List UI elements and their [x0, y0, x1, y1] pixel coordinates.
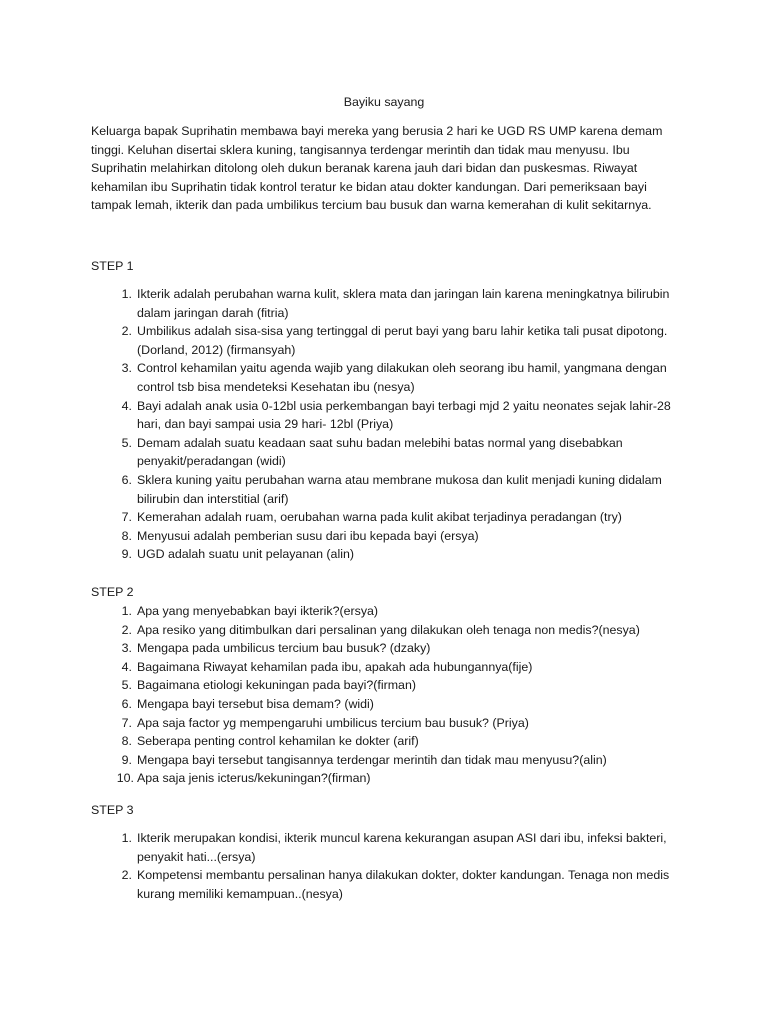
- list-item-text: Apa yang menyebabkan bayi ikterik?(ersya): [137, 604, 379, 618]
- list-item-text: Apa saja factor yg mempengaruhi umbilicus tercium bau busuk? (Priya): [137, 715, 529, 730]
- list-item-text: Bayi adalah anak usia 0-12bl usia perkembangan bayi terbagi mjd 2 yaitu neonates sejak lahir-28 hari, dan bayi sampai usia 29 hari- 12bl (Priya): [137, 398, 671, 432]
- list-item-text: Umbilikus adalah sisa-sisa yang tertinggal di perut bayi yang baru lahir ketika tali pusat dipotong. (Dorland, 2012) (firmansyah): [137, 324, 668, 357]
- list-item-text: UGD adalah suatu unit pelayanan (alin): [137, 547, 354, 562]
- list-item-number: 1.: [121, 831, 132, 845]
- list-item-text: Sklera kuning yaitu perubahan warna atau membrane mukosa dan kulit menjadi kuning didalam bilirubin dan interstitial (arif): [137, 472, 662, 506]
- list-item-text: Ikterik adalah perubahan warna kulit, sklera mata dan jaringan lain karena meningkatnya bilirubin dalam jaringan darah (fitria): [137, 287, 670, 320]
- step1-heading: STEP 1: [91, 259, 134, 273]
- list-item-number: 7.: [121, 510, 132, 525]
- step2-list: [91, 602, 681, 788]
- list-item: [91, 285, 681, 322]
- step3-heading: STEP 3: [91, 803, 134, 817]
- list-item: [91, 676, 681, 695]
- list-item: [91, 769, 681, 788]
- list-item-text: Apa saja jenis icterus/kekuningan?(firman): [137, 771, 371, 786]
- list-item-number: 4.: [121, 659, 132, 674]
- list-item: [91, 508, 681, 527]
- list-item: [91, 471, 681, 508]
- list-item: [91, 359, 681, 396]
- list-item-text: Kemerahan adalah ruam, oerubahan warna pada kulit akibat terjadinya peradangan (try): [137, 510, 622, 525]
- list-item-text: Kompetensi membantu persalinan hanya dilakukan dokter, dokter kandungan. Tenaga non medis kurang memiliki kemampuan..(nesya): [137, 868, 670, 901]
- list-item: [91, 602, 681, 621]
- list-item: [91, 527, 681, 546]
- list-item-number: 2.: [121, 622, 132, 637]
- list-item-number: 5.: [121, 678, 132, 693]
- list-item: [91, 621, 681, 640]
- list-item: [91, 397, 681, 434]
- intro-paragraph: Keluarga bapak Suprihatin membawa bayi mereka yang berusia 2 hari ke UGD RS UMP karena demam tinggi. Keluhan disertai sklera kuning, tangisannya terdengar merintih dan tidak mau menyusu. Ibu Suprihatin melahirkan ditolong oleh dukun beranak karena jauh dari bidan dan puskesmas. Riwayat kehamilan ibu Suprihatin tidak kontrol teratur ke bidan atau dokter kandungan. Dari pemeriksaan bayi tampak lemah, ikterik dan pada umbilikus tercium bau busuk dan warna kemerahan di kulit sekitarnya.: [91, 124, 663, 213]
- list-item-number: 3.: [121, 361, 132, 376]
- list-item: [91, 732, 681, 751]
- list-item-text: Bagaimana etiologi kekuningan pada bayi?(firman): [137, 678, 416, 693]
- list-item: [91, 866, 681, 903]
- list-item: [91, 751, 681, 770]
- list-item-text: Apa resiko yang ditimbulkan dari persalinan yang dilakukan oleh tenaga non medis?(nesya): [137, 622, 640, 637]
- list-item-text: Mengapa bayi tersebut tangisannya terdengar merintih dan tidak mau menyusu?(alin): [137, 752, 607, 767]
- list-item: [91, 714, 681, 733]
- step2-heading: STEP 2: [91, 585, 134, 599]
- document-title: Bayiku sayang: [343, 95, 425, 109]
- step1-list: [91, 285, 681, 564]
- list-item: [91, 434, 681, 471]
- list-item-text: Ikterik merupakan kondisi, ikterik muncul karena kekurangan asupan ASI dari ibu, infeksi bakteri, penyakit hati...(ersya): [137, 831, 667, 864]
- list-item: [91, 322, 681, 359]
- list-item-text: Menyusui adalah pemberian susu dari ibu kepada bayi (ersya): [137, 528, 479, 543]
- list-item-number: 9.: [121, 547, 132, 562]
- list-item: [91, 639, 681, 658]
- list-item-text: Demam adalah suatu keadaan saat suhu badan melebihi batas normal yang disebabkan penyakit/peradangan (widi): [137, 435, 623, 469]
- list-item-number: 10.: [116, 771, 134, 786]
- step3-list: [91, 829, 681, 903]
- list-item-number: 1.: [121, 604, 132, 618]
- list-item: [91, 658, 681, 677]
- list-item-number: 8.: [121, 734, 132, 749]
- list-item-number: 6.: [121, 472, 132, 487]
- list-item-number: 1.: [121, 287, 132, 301]
- list-item-number: 6.: [121, 696, 132, 711]
- list-item-text: Seberapa penting control kehamilan ke dokter (arif): [137, 734, 419, 749]
- list-item: [91, 695, 681, 714]
- list-item-number: 4.: [121, 398, 132, 413]
- list-item-text: Bagaimana Riwayat kehamilan pada ibu, apakah ada hubungannya(fije): [137, 659, 533, 674]
- list-item-number: 3.: [121, 641, 132, 656]
- list-item-number: 7.: [121, 715, 132, 730]
- list-item-number: 5.: [121, 435, 132, 450]
- list-item-text: Mengapa pada umbilicus tercium bau busuk? (dzaky): [137, 641, 431, 656]
- list-item-number: 9.: [121, 752, 132, 767]
- list-item: [91, 545, 681, 564]
- list-item-text: Mengapa bayi tersebut bisa demam? (widi): [137, 696, 374, 711]
- list-item-number: 2.: [121, 868, 132, 883]
- list-item: [91, 829, 681, 866]
- list-item-text: Control kehamilan yaitu agenda wajib yang dilakukan oleh seorang ibu hamil, yangmana dengan control tsb bisa mendeteksi Kesehatan ibu (nesya): [137, 361, 667, 394]
- list-item-number: 8.: [121, 528, 132, 543]
- list-item-number: 2.: [121, 324, 132, 339]
